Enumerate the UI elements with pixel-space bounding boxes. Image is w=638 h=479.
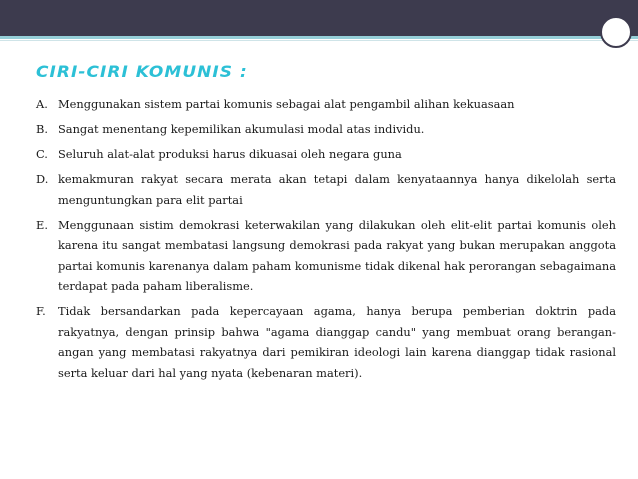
content-list xyxy=(36,94,616,388)
list-item-letter: C. xyxy=(36,147,48,161)
list-item-f xyxy=(36,301,616,383)
list-item-c xyxy=(36,144,616,165)
slide-title: CIRI-CIRI KOMUNIS : xyxy=(36,62,248,81)
list-item-text: kemakmuran rakyat secara merata akan tetapi dalam kenyataannya hanya dikelolah serta menguntungkan para elit partai xyxy=(58,172,616,207)
list-item-letter: B. xyxy=(36,122,48,136)
decorative-circle xyxy=(600,16,632,48)
header-bar xyxy=(0,0,638,36)
list-item-letter: E. xyxy=(36,217,48,232)
list-item-e xyxy=(36,215,616,297)
list-item-text: Menggunaan sistim demokrasi keterwakilan yang dilakukan oleh elit-elit partai komunis oleh karena itu sangat membatasi langsung demokrasi pada rakyat yang bukan merupakan anggota partai komunis karenanya dalam paham komunisme tidak dikenal hak perorangan sebagaimana terdapat pada paham liberalisme. xyxy=(58,217,616,293)
list-item-letter: D. xyxy=(36,172,49,186)
list-item-letter: A. xyxy=(36,97,48,111)
accent-line xyxy=(0,36,638,39)
list-item-d xyxy=(36,169,616,210)
list-item-text: Seluruh alat-alat produksi harus dikuasai oleh negara guna xyxy=(58,147,402,161)
list-item-letter: F. xyxy=(36,304,46,318)
divider-line xyxy=(0,40,638,41)
list-item-text: Tidak bersandarkan pada kepercayaan agama, hanya berupa pemberian doktrin pada rakyatnya, dengan prinsip bahwa "agama dianggap candu" yang membuat orang berangan-angan yang membatasi rakyatnya dari pemikiran ideologi lain karena dianggap tidak rasional serta keluar dari hal yang nyata (kebenaran materi). xyxy=(58,304,616,380)
list-item-b xyxy=(36,119,616,140)
list-item-a xyxy=(36,94,616,115)
list-item-text: Menggunakan sistem partai komunis sebagai alat pengambil alihan kekuasaan xyxy=(58,97,515,111)
list-item-text: Sangat menentang kepemilikan akumulasi modal atas individu. xyxy=(58,122,425,136)
